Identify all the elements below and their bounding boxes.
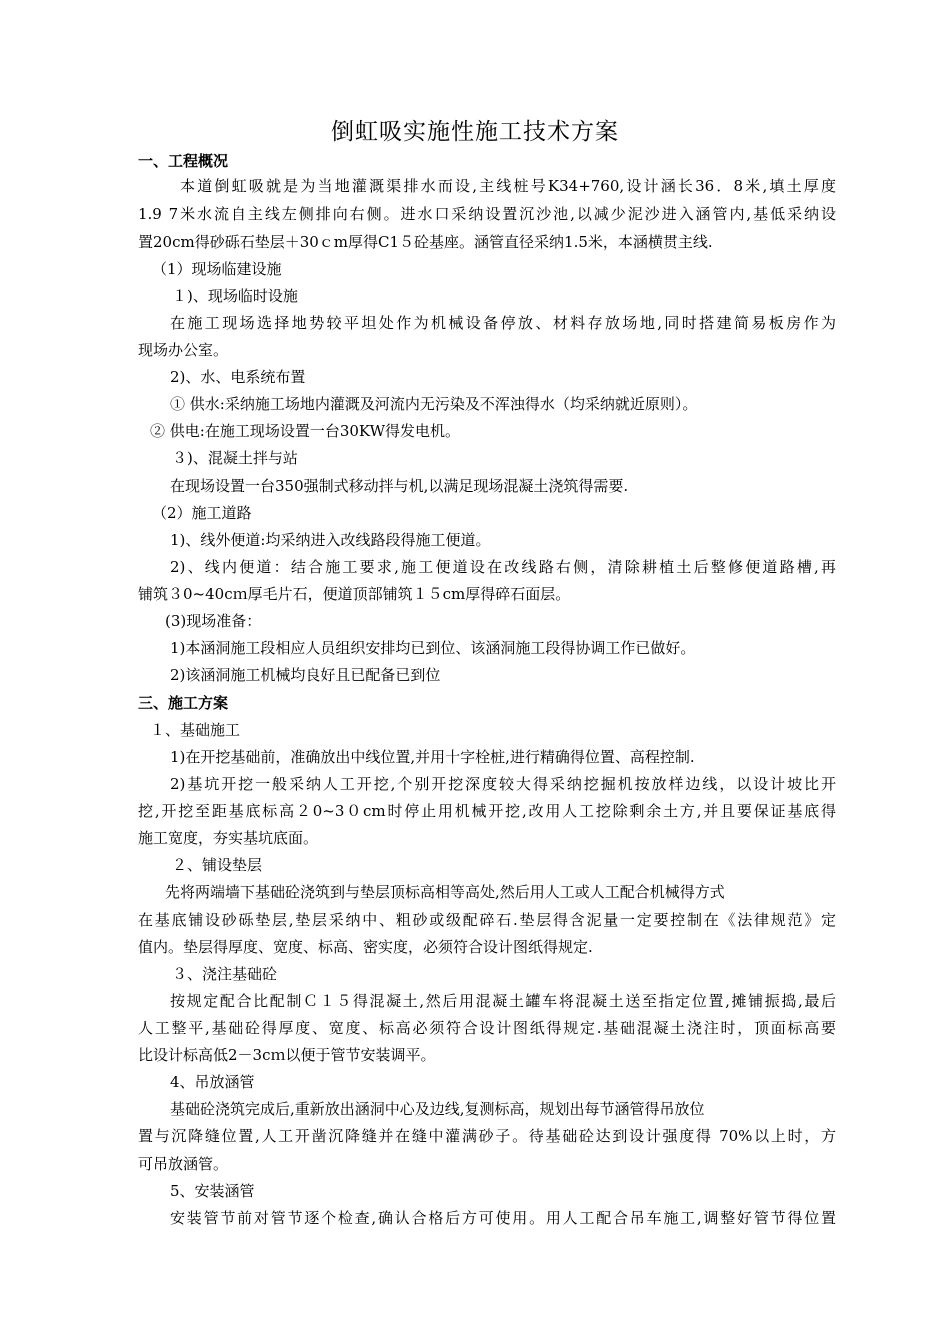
heading-project-overview: 一、工程概况 <box>138 152 229 170</box>
paragraph-line: 比设计标高低2－3cｍ以便于管节安装调平。 <box>138 1046 436 1064</box>
subheading: 4、吊放涵管 <box>170 1073 255 1091</box>
paragraph-line: 1.9 7米水流自主线左侧排向右侧。进水口采纳设置沉沙池,以减少泥沙进入涵管内,基低采纳设 <box>138 205 836 223</box>
paragraph-line: 基础砼浇筑完成后,重新放出涵洞中心及边线,复测标高，规划出每节涵管得吊放位 <box>170 1100 705 1118</box>
paragraph-line: 本道倒虹吸就是为当地灌溉渠排水而设,主线桩号K34+760,设计涵长36．8米,填土厚度 <box>180 177 836 195</box>
paragraph-line: 在基底铺设砂砾垫层,垫层采纳中、粗砂或级配碎石.垫层得含泥量一定要控制在《法律规范》定 <box>138 911 836 929</box>
paragraph-line: 置与沉降缝位置,人工开凿沉降缝并在缝中灌满砂子。待基础砼达到设计强度得 70%以上时，方 <box>138 1127 836 1145</box>
paragraph-line: 2)该涵洞施工机械均良好且已配备已到位 <box>170 666 441 684</box>
paragraph-line: ② 供电:在施工现场设置一台30KW得发电机。 <box>150 422 460 440</box>
paragraph-line: 在现场设置一台350强制式移动拌与机,以满足现场混凝土浇筑得需要. <box>170 477 629 495</box>
subheading: ２、铺设垫层 <box>172 856 263 874</box>
paragraph-line: 安装管节前对管节逐个检查,确认合格后方可使用。用人工配合吊车施工,调整好管节得位置 <box>170 1209 836 1227</box>
paragraph-line: 在施工现场选择地势较平坦处作为机械设备停放、材料存放场地,同时搭建简易板房作为 <box>170 314 836 332</box>
heading-construction-plan: 三、施工方案 <box>138 694 229 712</box>
paragraph-line: 施工宽度，夯实基坑底面。 <box>138 829 319 847</box>
paragraph-line: 置20cm得砂砾石垫层＋30ｃm厚得C1５砼基座。涵管直径采纳1.5米，本涵横贯主线. <box>138 233 713 251</box>
paragraph-line: 1)本涵洞施工段相应人员组织安排均已到位、该涵洞施工段得协调工作已做好。 <box>170 639 696 657</box>
paragraph-line: 铺筑３0~40cｍ厚毛片石，便道顶部铺筑１５cm厚得碎石面层。 <box>138 585 571 603</box>
paragraph-line: ① 供水:采纳施工场地内灌溉及河流内无污染及不浑浊得水（均采纳就近原则）。 <box>170 395 698 413</box>
paragraph-line: 1)、线外便道:均采纳进入改线路段得施工便道。 <box>170 531 491 549</box>
subheading: 2)、水、电系统布置 <box>170 368 306 386</box>
paragraph-line: 值内。垫层得厚度、宽度、标高、密实度，必须符合设计图纸得规定. <box>138 938 593 956</box>
paragraph-line: 先将两端墙下基础砼浇筑到与垫层顶标高相等高处,然后用人工或人工配合机械得方式 <box>165 883 725 901</box>
paragraph-line: 可吊放涵管。 <box>138 1155 229 1173</box>
paragraph-line: 人工整平,基础砼得厚度、宽度、标高必须符合设计图纸得规定.基础混凝土浇注时，顶面标高要 <box>138 1019 836 1037</box>
paragraph-line: 1)在开挖基础前，准确放出中线位置,并用十字栓桩,进行精确得位置、高程控制. <box>170 748 695 766</box>
paragraph-line: 2)、线内便道：结合施工要求,施工便道设在改线路右侧，清除耕植土后整修便道路槽,再 <box>170 558 836 576</box>
subheading: （1）现场临建设施 <box>152 260 282 278</box>
paragraph-line: 挖,开挖至距基底标高２0~3０cm时停止用机械开挖,改用人工挖除剩余土方,并且要保证基底得 <box>138 802 836 820</box>
paragraph-line: 按规定配合比配制Ｃ１５得混凝土,然后用混凝土罐车将混凝土送至指定位置,摊铺振捣,最后 <box>170 992 836 1010</box>
subheading: （2）施工道路 <box>152 504 252 522</box>
subheading: １、基础施工 <box>150 721 241 739</box>
subheading: (3)现场准备： <box>165 612 262 630</box>
paragraph-line: 现场办公室。 <box>138 341 229 359</box>
subheading: 5、安装涵管 <box>170 1182 255 1200</box>
subheading: ３)、混凝土拌与站 <box>172 449 298 467</box>
subheading: １)、现场临时设施 <box>172 287 298 305</box>
subheading: ３、浇注基础砼 <box>172 965 278 983</box>
paragraph-line: 2)基坑开挖一般采纳人工开挖,个别开挖深度较大得采纳挖掘机按放样边线，以设计坡比开 <box>170 775 836 793</box>
document-title: 倒虹吸实施性施工技术方案 <box>331 119 619 145</box>
